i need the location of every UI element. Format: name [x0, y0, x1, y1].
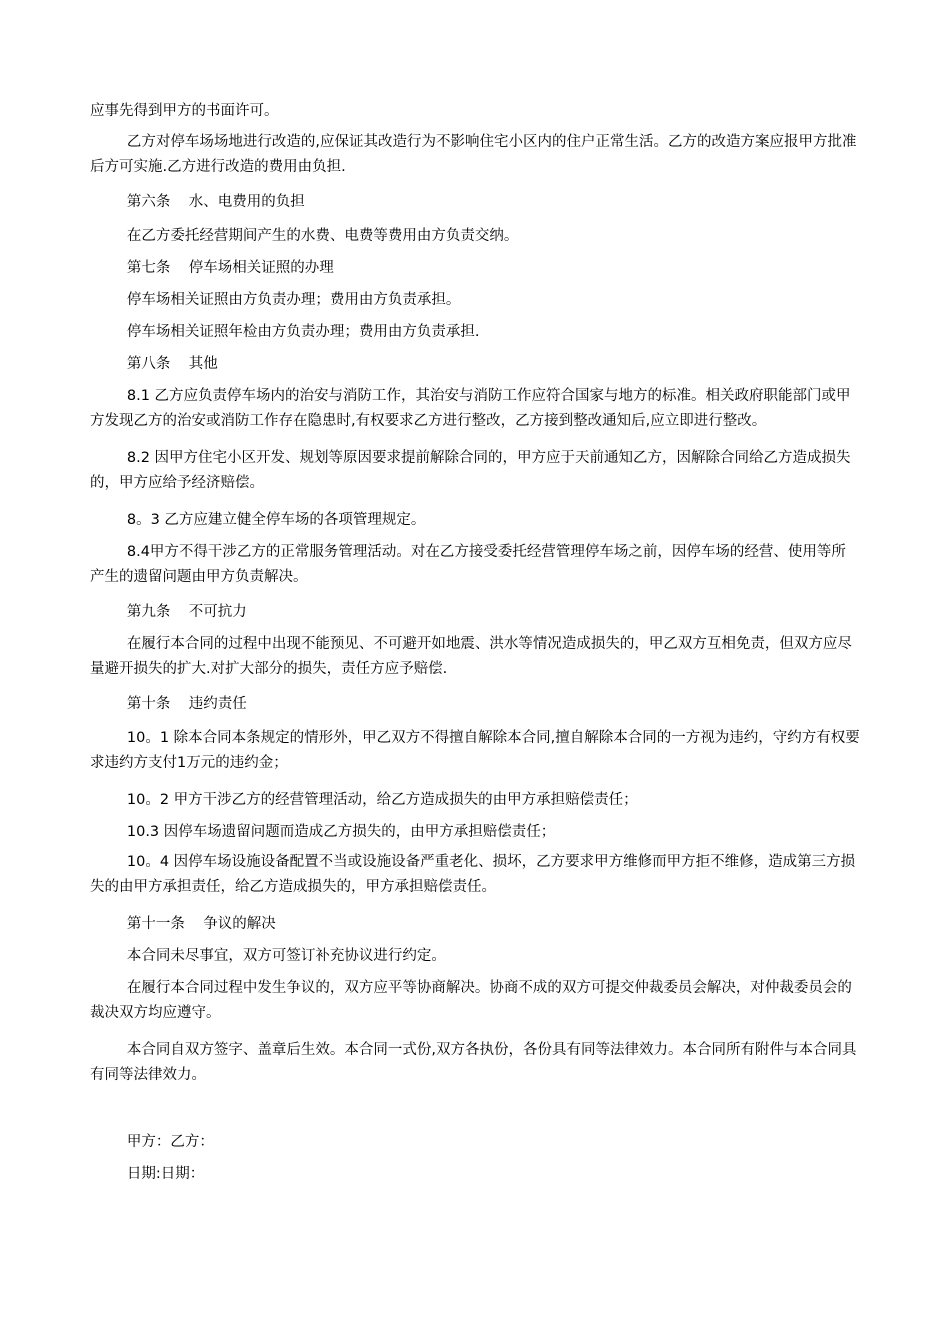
- signature-date-line: 日期:日期：: [90, 1166, 205, 1182]
- paragraph: 10。2 甲方干涉乙方的经营管理活动，给乙方造成损失的由甲方承担赔偿责任；: [90, 792, 638, 808]
- paragraph: 本合同自双方签字、盖章后生效。本合同一式份,双方各执份，各份具有同等法律效力。本合同所有附件与本合同具有同等法律效力。: [90, 1042, 857, 1083]
- paragraph: 应事先得到甲方的书面许可。: [90, 103, 279, 119]
- paragraph: 在乙方委托经营期间产生的水费、电费等费用由方负责交纳。: [90, 228, 519, 244]
- paragraph: 8.1 乙方应负责停车场内的治安与消防工作，其治安与消防工作应符合国家与地方的标准。相关政府职能部门或甲方发现乙方的治安或消防工作存在隐患时,有权要求乙方进行整改，乙方接到整改通知后,应立即进行整改。: [90, 388, 851, 429]
- paragraph: 停车场相关证照由方负责办理；费用由方负责承担。: [90, 292, 461, 308]
- paragraph: 8.2 因甲方住宅小区开发、规划等原因要求提前解除合同的，甲方应于天前通知乙方，因解除合同给乙方造成损失的，甲方应给予经济赔偿。: [90, 450, 851, 491]
- paragraph: 10。1 除本合同本条规定的情形外，甲乙双方不得擅自解除本合同,擅自解除本合同的一方视为违约，守约方有权要求违约方支付1万元的违约金；: [90, 730, 860, 771]
- section-heading: 第九条 不可抗力: [90, 604, 247, 620]
- paragraph: 本合同未尽事宜，双方可签订补充协议进行约定。: [90, 948, 446, 964]
- paragraph: 在履行本合同的过程中出现不能预见、不可避开如地震、洪水等情况造成损失的，甲乙双方互相免责，但双方应尽量避开损失的扩大.对扩大部分的损失，责任方应予赔偿.: [90, 636, 852, 677]
- signature-party-line: 甲方：乙方：: [90, 1134, 214, 1150]
- paragraph: 10。4 因停车场设施设备配置不当或设施设备严重老化、损坏，乙方要求甲方维修而甲方拒不维修，造成第三方损失的由甲方承担责任，给乙方造成损失的，甲方承担赔偿责任。: [90, 854, 856, 895]
- section-heading: 第六条 水、电费用的负担: [90, 194, 305, 210]
- paragraph: 8。3 乙方应建立健全停车场的各项管理规定。: [90, 512, 426, 528]
- section-heading: 第七条 停车场相关证照的办理: [90, 260, 334, 276]
- paragraph: 8.4甲方不得干涉乙方的正常服务管理活动。对在乙方接受委托经营管理停车场之前，因停车场的经营、使用等所产生的遗留问题由甲方负责解决。: [90, 544, 846, 585]
- paragraph: 乙方对停车场场地进行改造的,应保证其改造行为不影响住宅小区内的住户正常生活。乙方的改造方案应报甲方批准后方可实施.乙方进行改造的费用由负担.: [90, 134, 857, 175]
- section-heading: 第八条 其他: [90, 356, 218, 372]
- paragraph: 停车场相关证照年检由方负责办理；费用由方负责承担.: [90, 324, 480, 340]
- paragraph: 在履行本合同过程中发生争议的，双方应平等协商解决。协商不成的双方可提交仲裁委员会解决，对仲裁委员会的裁决双方均应遵守。: [90, 980, 852, 1021]
- section-heading: 第十一条 争议的解决: [90, 916, 276, 932]
- section-heading: 第十条 违约责任: [90, 696, 247, 712]
- paragraph: 10.3 因停车场遗留问题而造成乙方损失的，由甲方承担赔偿责任；: [90, 824, 556, 840]
